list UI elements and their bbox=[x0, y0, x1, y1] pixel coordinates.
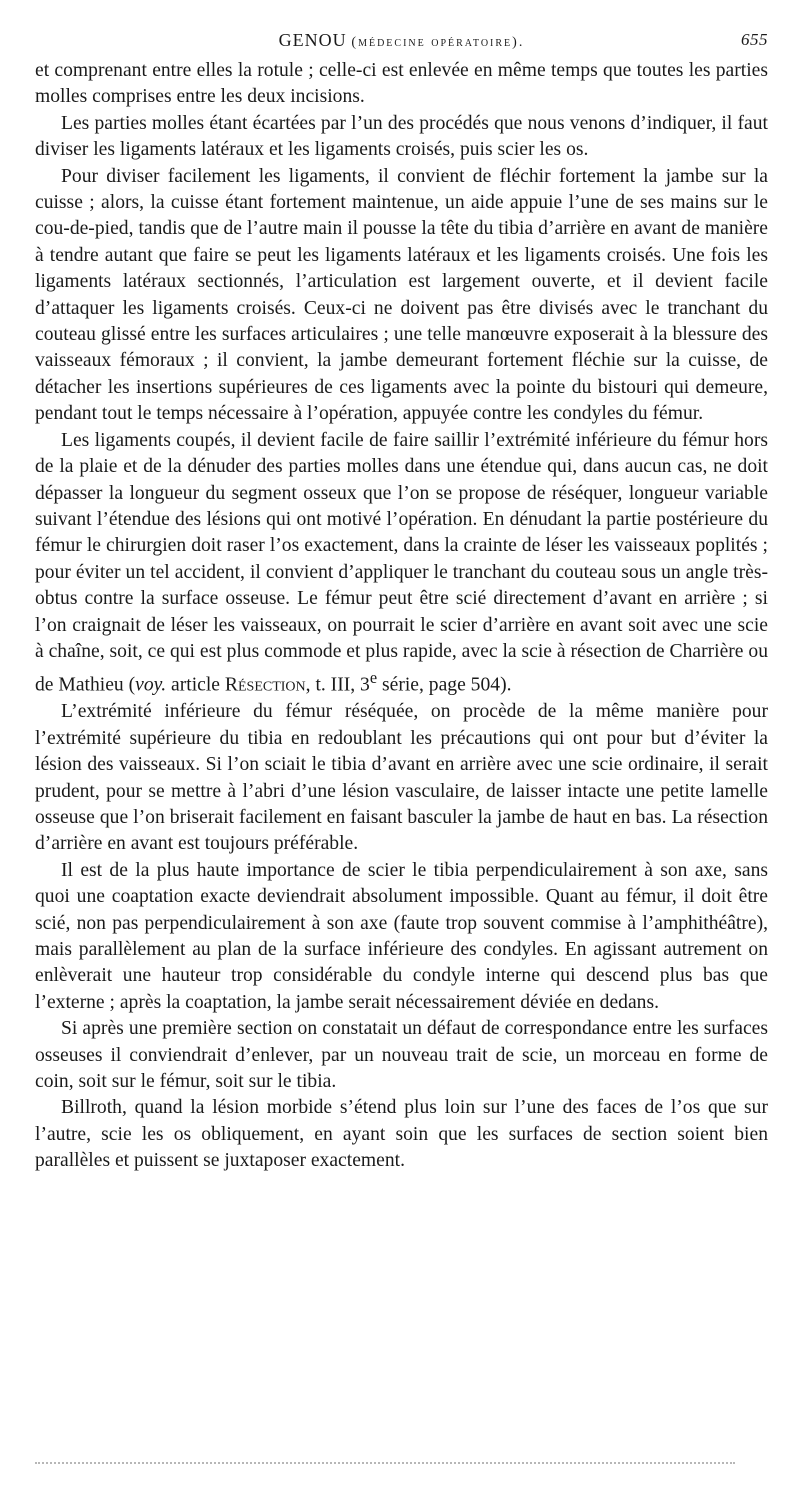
running-head bbox=[35, 0, 768, 58]
paragraph-7: Si après une première section on constatait un défaut de correspondance entre les surfaces osseuses il conviendrait d’enlever, par un nouveau trait de scie, un morceau en forme de coin, soit sur le fémur, soit sur le tibia. bbox=[35, 1018, 768, 1092]
running-head-main: GENOU bbox=[278, 30, 347, 50]
body-text bbox=[35, 58, 768, 1175]
running-head-title bbox=[35, 30, 768, 51]
paragraph-3: Pour diviser facilement les ligaments, il convient de fléchir fortement la jambe sur la cuisse ; alors, la cuisse étant fortement maintenue, un aide appuie l’une de ses mains sur le cou-de-pied, tandis que de l’autre main il pousse la tête du tibia d’arrière en avant de manière à tendre autant que faire se peut les ligaments latéraux et les ligaments croisés. Une fois les ligaments latéraux sectionnés, l’articulation est largement ouverte, et il devient facile d’attaquer les ligaments croisés. Ceux-ci ne doivent pas être divisés avec le tranchant du couteau glissé entre les surfaces articulaires ; une telle manœuvre exposerait à la blessure des vaisseaux fémoraux ; il convient, la jambe demeurant fortement fléchie sur la cuisse, de détacher les insertions supérieures de ces ligaments avec la pointe du bistouri qui demeure, pendant tout le temps nécessaire à l’opération, appuyée contre les condyles du fémur. bbox=[35, 165, 768, 425]
page-number: 655 bbox=[741, 30, 768, 49]
ref-article: article bbox=[166, 674, 225, 696]
bleed-through-line bbox=[35, 1462, 735, 1464]
paragraph-1: et comprenant entre elles la rotule ; celle-ci est enlevée en même temps que toutes les parties molles comprises entre les deux incisions. bbox=[35, 60, 768, 108]
running-head-subtitle: (médecine opératoire). bbox=[351, 35, 525, 50]
paragraph-8: Billroth, quand la lésion morbide s’étend plus loin sur l’une des faces de l’os que sur l’autre, scie les os obliquement, en ayant soin que les surfaces de section soient bien parallèles et puissent se juxtaposer exactement. bbox=[35, 1097, 768, 1172]
ref-resection: Résection bbox=[224, 674, 306, 696]
ref-tail: , t. III, 3 bbox=[305, 674, 370, 696]
paragraph-6: Il est de la plus haute importance de scier le tibia perpendiculairement à son axe, sans quoi une coaptation exacte deviendrait absolument impossible. Quant au fémur, il doit être scié, non pas perpendiculairement à son axe (faute trop souvent commise à l’amphithéâtre), mais parallèlement au plan de la surface inférieure des condyles. En agissant autrement on enlèverait une hauteur trop considérable du condyle interne qui descend plus bas que l’externe ; après la coaptation, la jambe serait nécessairement déviée en dedans. bbox=[35, 859, 768, 1013]
ref-superscript: e bbox=[369, 668, 378, 688]
book-page bbox=[35, 0, 768, 1175]
ref-voy: voy. bbox=[135, 674, 167, 696]
paragraph-4-text: Les ligaments coupés, il devient facile de faire saillir l’extrémité inférieure du fémur hors de la plaie et de la dénuder des parties molles dans une étendue qui, dans aucun cas, ne doit dépasser la longueur du segment osseux que l’on se propose de réséquer, longueur variable suivant l’étendue des lésions qui ont motivé l’opération. En dénudant la partie postérieure du fémur le chirurgien doit raser l’os exactement, dans la crainte de léser les vaisseaux poplités ; pour éviter un tel accident, il convient d’appliquer le tranchant du couteau sous un angle très-obtus contre la surface osseuse. Le fémur peut être scié directement d’avant en arrière ; si l’on craignait de léser les vaisseaux, on pourrait le scier d’arrière en avant soit avec une scie à chaîne, soit, ce qui est plus commode et plus rapide, avec la scie à résection de Charrière ou de Mathieu bbox=[35, 429, 768, 696]
paragraph-2: Les parties molles étant écartées par l’un des procédés que nous venons d’indiquer, il faut diviser les ligaments latéraux et les ligaments croisés, puis scier les os. bbox=[35, 112, 768, 161]
paragraph-4 bbox=[35, 428, 768, 700]
ref-open: ( bbox=[123, 674, 136, 696]
paragraph-5: L’extrémité inférieure du fémur réséquée, on procède de la même manière pour l’extrémité supérieure du tibia en redoublant les précautions qui ont pour but d’éviter la lésion des vaisseaux. Si l’on sciait le tibia d’avant en arrière avec une scie ordinaire, il serait prudent, pour se mettre à l’abri d’une lésion vasculaire, de laisser intacte une petite lamelle osseuse que l’on briserait facilement en faisant basculer la jambe de haut en bas. La résection d’arrière en avant est toujours préférable. bbox=[35, 701, 768, 855]
ref-end: série, page 504). bbox=[377, 674, 512, 696]
